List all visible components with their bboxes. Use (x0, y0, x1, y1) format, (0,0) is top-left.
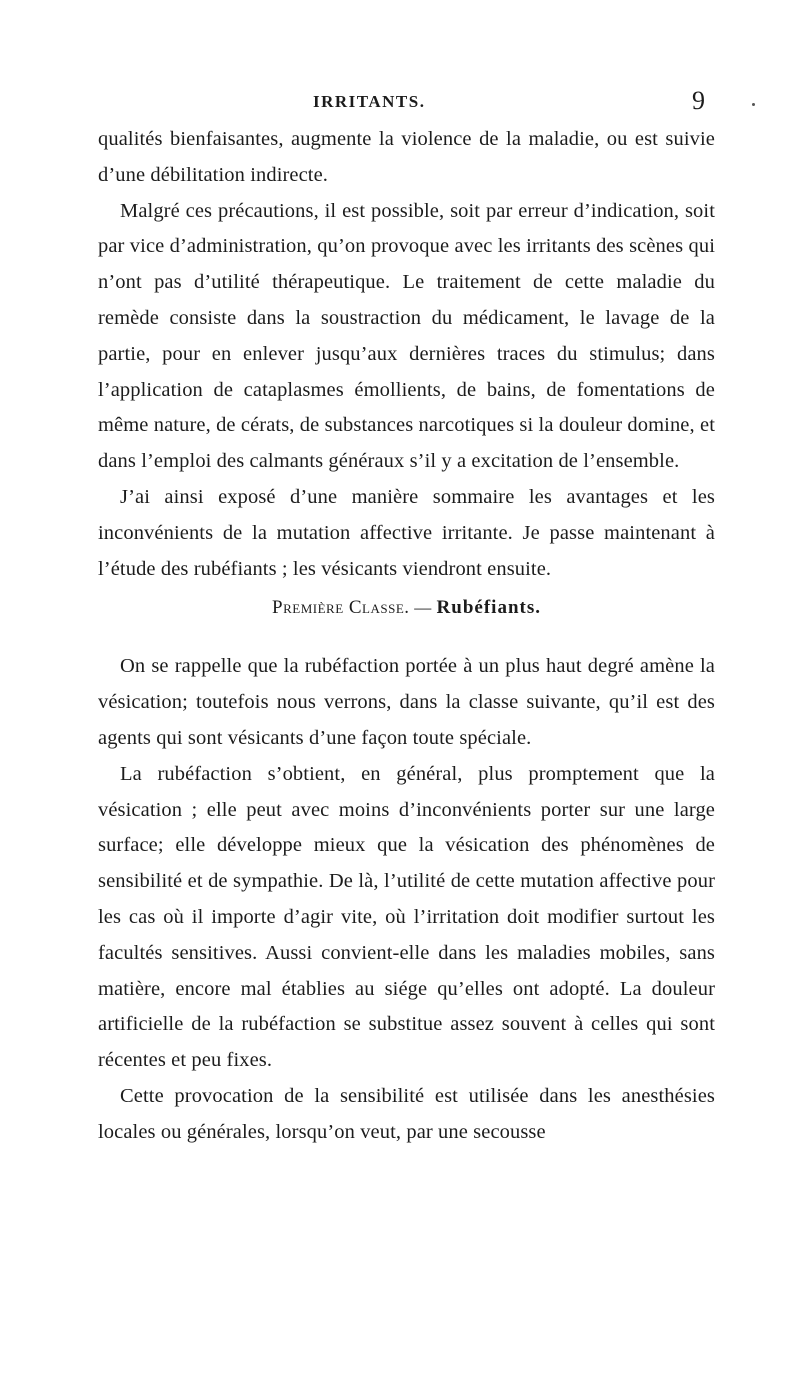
paragraph-precautions: Malgré ces précautions, il est possible, soit par erreur d’indication, soit par vice d’administration, qu’on provoque avec les irritants des scènes qui n’ont pas d’utilité thérapeutique. Le traitement de cette maladie du remède consiste dans la soustraction du médicament, le lavage de la partie, pour en enlever jusqu’aux dernières traces du stimulus; dans l’application de cataplasmes émollients, de bains, de fomentations de même nature, de cérats, de substances narcotiques si la douleur domine, et dans l’emploi des calmants généraux s’il y a excitation de l’ensemble. (98, 199, 715, 473)
section-class-label: Première Classe. (272, 597, 410, 619)
running-title: IRRITANTS. (313, 92, 426, 111)
paragraph-rubefaction-intro: On se rappelle que la rubéfaction portée à un plus haut degré amène la vésication; toutefois nous verrons, dans la classe suivante, qu’il est des agents qui sont vésicants d’une façon toute spéciale. (98, 655, 715, 749)
paragraph-anesthesia: Cette provocation de la sensibilité est utilisée dans les anesthésies locales ou générales, lorsqu’on veut, par une secousse (98, 1084, 715, 1143)
page-number: 9 (692, 86, 705, 115)
margin-speck (752, 103, 755, 106)
section-title: Rubéfiants. (436, 597, 541, 619)
paragraph-summary: J’ai ainsi exposé d’une manière sommaire les avantages et les inconvénients de la mutation affective irritante. Je passe maintenant à l’étude des rubéfiants ; les vésicants viendront ensuite. (98, 485, 715, 580)
paragraph-rubefaction-benefits: La rubéfaction s’obtient, en général, plus promptement que la vésication ; elle peut avec moins d’inconvénients porter sur une large surface; elle développe mieux que la vésication des phénomènes de sensibilité et de sympathie. De là, l’utilité de cette mutation affective pour les cas où il importe d’agir vite, où l’irritation doit modifier surtout les facultés sensitives. Aussi convient-elle dans les maladies mobiles, sans matière, encore mal établies au siége qu’elles ont adopté. La douleur artificielle de la rubéfaction se substitue assez souvent à celles qui sont récentes et peu fixes. (98, 762, 715, 1072)
section-heading (98, 593, 715, 623)
paragraph-continuation: qualités bienfaisantes, augmente la violence de la maladie, ou est suivie d’une débilitation indirecte. (98, 128, 715, 186)
body-text (98, 122, 715, 1151)
running-head (105, 86, 705, 120)
section-separator: — (409, 598, 437, 618)
